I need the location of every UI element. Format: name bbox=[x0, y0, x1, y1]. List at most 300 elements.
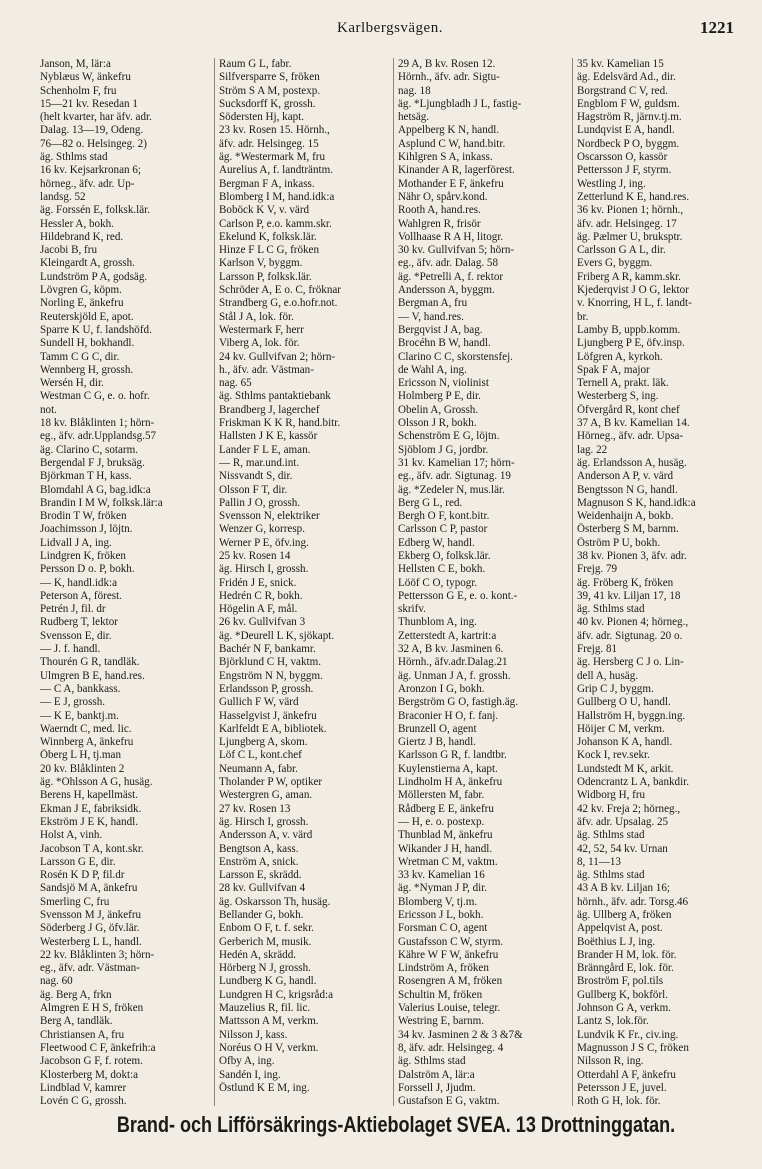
directory-entry: eg., äfv. adr.Upplandsg.57 bbox=[40, 430, 157, 443]
column-2 bbox=[219, 58, 394, 1106]
directory-entry: Bergström G O, fastigh.äg. bbox=[398, 696, 518, 709]
directory-entry: 18 kv. Blåklinten 1; hörn- bbox=[40, 417, 155, 430]
directory-entry: Lundberg K G, handl. bbox=[219, 975, 317, 988]
directory-entry: Jacobi B, fru bbox=[40, 244, 97, 257]
directory-entry: Borgstrand C V, red. bbox=[577, 84, 668, 97]
directory-entry: Karlsson G R, f. landtbr. bbox=[398, 749, 507, 762]
directory-entry: Pallin J O, grossh. bbox=[219, 496, 301, 509]
directory-entry: Christiansen A, fru bbox=[40, 1028, 125, 1041]
directory-entry: Nyblæus W, änkefru bbox=[40, 71, 131, 84]
directory-entry: äg. *Deurell L K, sjökapt. bbox=[219, 629, 335, 642]
column-3 bbox=[398, 58, 573, 1106]
directory-entry: äg. Hersberg C J o. Lin- bbox=[577, 656, 684, 669]
directory-entry: Spak F A, major bbox=[577, 363, 650, 376]
directory-entry: Frejg. 81 bbox=[577, 643, 618, 656]
directory-entry: Kock I, rev.sekr. bbox=[577, 749, 650, 762]
directory-entry: äfv. adr. Upsalag. 25 bbox=[577, 815, 669, 828]
directory-entry: Fridén J E, snick. bbox=[219, 576, 297, 589]
directory-entry: Löfgren A, kyrkoh. bbox=[577, 350, 663, 363]
directory-entry: Björkman T H, kass. bbox=[40, 470, 132, 483]
directory-entry: 24 kv. Gullvifvan 2; hörn- bbox=[219, 350, 336, 363]
directory-entry: äg. Sthlms stad bbox=[577, 829, 645, 842]
directory-entry: Bergh O F, kont.bitr. bbox=[398, 510, 490, 523]
directory-entry: Tamm C G C, dir. bbox=[40, 350, 120, 363]
directory-entry: Westerberg L L, handl. bbox=[40, 935, 142, 948]
directory-entry: Silfversparre S, fröken bbox=[219, 71, 320, 84]
directory-entry: Hörnh., äfv. adr. Sigtu- bbox=[398, 71, 500, 84]
directory-entry: eg., äfv. adr. Dalag. 58 bbox=[398, 257, 499, 270]
directory-entry: Hagström R, järnv.tj.m. bbox=[577, 111, 682, 124]
directory-entry: Carlson P, e.o. kamm.skr. bbox=[219, 217, 332, 230]
directory-entry: Broström F, pol.tils bbox=[577, 975, 664, 988]
directory-entry: Hasselgvist J, änkefru bbox=[219, 709, 317, 722]
directory-entry: 27 kv. Rosen 13 bbox=[219, 802, 291, 815]
directory-entry: Lander F L E, aman. bbox=[219, 443, 311, 456]
directory-entry: 37 A, B kv. Kamelian 14. bbox=[577, 417, 690, 430]
directory-entry: Sparre K U, f. landshöfd. bbox=[40, 323, 152, 336]
directory-entry: h., äfv. adr. Västman- bbox=[219, 363, 314, 376]
directory-entry: äfv. adr. Helsingeg. 15 bbox=[219, 137, 319, 150]
directory-entry: Peterson A, förest. bbox=[40, 589, 122, 602]
directory-entry: Andersson A, v. värd bbox=[219, 829, 313, 842]
directory-entry: äg. Hirsch I, grossh. bbox=[219, 563, 309, 576]
directory-entry: 40 kv. Pionen 4; hörneg., bbox=[577, 616, 689, 629]
directory-entry: Hedén A, skrädd. bbox=[219, 948, 297, 961]
directory-entry: Nilsson J, kass. bbox=[219, 1028, 288, 1041]
directory-entry: Lundvik K Fr., civ.ing. bbox=[577, 1028, 679, 1041]
directory-entry: Blomberg V, tj.m. bbox=[398, 895, 478, 908]
directory-entry: Andersson A, byggm. bbox=[398, 284, 495, 297]
directory-entry: Raum G L, fabr. bbox=[219, 58, 292, 70]
directory-entry: Asplund C W, hand.bitr. bbox=[398, 137, 506, 150]
directory-entry: Hörnh., äfv.adr.Dalag.21 bbox=[398, 656, 508, 669]
directory-entry: — J. f. handl. bbox=[40, 643, 101, 656]
directory-entry: Berens H, kapellmäst. bbox=[40, 789, 138, 802]
directory-entry: Almgren E H S, fröken bbox=[40, 1002, 144, 1015]
directory-entry: Nähr O, spårv.kond. bbox=[398, 190, 488, 203]
directory-entry: Sucksdorff K, grossh. bbox=[219, 97, 316, 110]
directory-entry: Lööf C O, typogr. bbox=[398, 576, 478, 589]
directory-entry: Janson, M, lär:a bbox=[40, 58, 111, 70]
directory-entry: — K E, banktj.m. bbox=[40, 709, 119, 722]
directory-entry: Forssell J, Jjudm. bbox=[398, 1081, 476, 1094]
directory-entry: Lundström P A, godsäg. bbox=[40, 270, 148, 283]
directory-entry: Holmberg P E, dir. bbox=[398, 390, 481, 403]
directory-entry: Brander H M, lok. för. bbox=[577, 948, 677, 961]
directory-entry: Ulmgren B E, hand.res. bbox=[40, 669, 145, 682]
directory-entry: Widborg H, fru bbox=[577, 789, 646, 802]
directory-entry: 39, 41 kv. Liljan 17, 18 bbox=[577, 589, 681, 602]
directory-entry: Hedrén C R, bokh. bbox=[219, 589, 303, 602]
directory-entry: äg. Clarino C, sotarm. bbox=[40, 443, 138, 456]
directory-entry: Werner P E, öfv.ing. bbox=[219, 536, 309, 549]
directory-entry: Friberg A R, kamm.skr. bbox=[577, 270, 681, 283]
directory-entry: Wretman C M, vaktm. bbox=[398, 855, 498, 868]
directory-entry: Karlson V, byggm. bbox=[219, 257, 303, 270]
directory-entry: Boböck K V, v. värd bbox=[219, 204, 310, 217]
directory-columns bbox=[40, 58, 752, 1106]
directory-entry: Brunzell O, agent bbox=[398, 722, 477, 735]
directory-entry: Appelberg K N, handl. bbox=[398, 124, 500, 137]
directory-entry: Engblom F W, guldsm. bbox=[577, 97, 680, 110]
directory-entry: äg. Sthlms pantaktiebank bbox=[219, 390, 331, 403]
directory-entry: Bengtsson N G, handl. bbox=[577, 483, 678, 496]
directory-entry: Höijer C M, verkm. bbox=[577, 722, 665, 735]
directory-entry: Kähre W F W, änkefru bbox=[398, 948, 499, 961]
directory-entry: äg. Erlandsson A, husäg. bbox=[577, 456, 687, 469]
directory-entry: 29 A, B kv. Rosen 12. bbox=[398, 58, 496, 70]
column-4 bbox=[577, 58, 752, 1106]
directory-entry: lag. 22 bbox=[577, 443, 608, 456]
directory-entry: Lindholm H A, änkefru bbox=[398, 776, 503, 789]
directory-entry: Norling E, änkefru bbox=[40, 297, 124, 310]
directory-entry: — R, mar.und.int. bbox=[219, 456, 300, 469]
directory-entry: Wennberg H, grossh. bbox=[40, 363, 134, 376]
directory-entry: Öfvergård R, kont chef bbox=[577, 403, 680, 416]
directory-entry: Ljungberg P E, öfv.insp. bbox=[577, 337, 685, 350]
directory-entry: Reuterskjöld E, apot. bbox=[40, 310, 134, 323]
directory-entry: Kinander A R, lagerförest. bbox=[398, 164, 515, 177]
directory-entry: Berg A, tandläk. bbox=[40, 1015, 113, 1028]
directory-entry: 35 kv. Kamelian 15 bbox=[577, 58, 664, 70]
directory-entry: Klosterberg M, dokt:a bbox=[40, 1068, 139, 1081]
directory-entry: v. Knorring, H L, f. landt- bbox=[577, 297, 692, 310]
directory-entry: Lindgren K, fröken bbox=[40, 549, 126, 562]
directory-entry: äg. Pælmer U, bruksptr. bbox=[577, 230, 683, 243]
directory-entry: äg. *Ohlsson A G, husäg. bbox=[40, 776, 153, 789]
directory-entry: Lundgren H C, krigsråd:a bbox=[219, 988, 333, 1001]
directory-entry: 36 kv. Pionen 1; hörnh., bbox=[577, 204, 684, 217]
directory-entry: Svensson E, dir. bbox=[40, 629, 112, 642]
directory-entry: Sundell H, bokhandl. bbox=[40, 337, 135, 350]
directory-entry: äfv. adr. Helsingeg. 17 bbox=[577, 217, 677, 230]
directory-entry: Larsson E, skrädd. bbox=[219, 869, 302, 882]
directory-entry: Aronzon I G, bokh. bbox=[398, 682, 485, 695]
directory-entry: (helt kvarter, har äfv. adr. bbox=[40, 111, 152, 124]
directory-entry: Ericsson N, violinist bbox=[398, 377, 489, 390]
directory-entry: Hessler A, bokh. bbox=[40, 217, 114, 230]
directory-entry: Kleingardt A, grossh. bbox=[40, 257, 135, 270]
directory-entry: Dalström A, lär:a bbox=[398, 1068, 475, 1081]
directory-entry: hörneg., äfv. adr. Up- bbox=[40, 177, 135, 190]
directory-entry: Mattsson A M, verkm. bbox=[219, 1015, 319, 1028]
directory-entry: eg., äfv. adr. Sigtunag. 19 bbox=[398, 470, 511, 483]
directory-entry: Karlfeldt E A, bibliotek. bbox=[219, 722, 327, 735]
directory-entry: de Wahl A, ing. bbox=[398, 363, 467, 376]
directory-entry: Öberg L H, tj.man bbox=[40, 749, 122, 762]
directory-entry: äg. *Ljungbladh J L, fastig- bbox=[398, 97, 522, 110]
directory-entry: Lovén C G, grossh. bbox=[40, 1095, 127, 1106]
column-1 bbox=[40, 58, 215, 1106]
directory-entry: äg. *Nyman J P, dir. bbox=[398, 882, 488, 895]
directory-entry: Giertz J B, handl. bbox=[398, 736, 476, 749]
directory-entry: — K, handl.idk:a bbox=[40, 576, 118, 589]
directory-entry: — E J, grossh. bbox=[40, 696, 106, 709]
directory-entry: Schröder A, E o. C, fröknar bbox=[219, 284, 342, 297]
directory-entry: Zetterlund K E, hand.res. bbox=[577, 190, 690, 203]
directory-entry: Mauzelius R, fil. lic. bbox=[219, 1002, 311, 1015]
directory-entry: Ekberg O, folksk.lär. bbox=[398, 549, 491, 562]
directory-entry: Lindström A, fröken bbox=[398, 962, 489, 975]
directory-entry: Oscarsson O, kassör bbox=[577, 151, 668, 164]
directory-entry: Öström P U, bokh. bbox=[577, 536, 661, 549]
directory-entry: Frejg. 79 bbox=[577, 563, 618, 576]
directory-entry: br. bbox=[577, 310, 589, 323]
directory-entry: Waerndt C, med. lic. bbox=[40, 722, 132, 735]
directory-entry: Ternell A, prakt. läk. bbox=[577, 377, 669, 390]
directory-entry: Hinze F L C G, fröken bbox=[219, 244, 320, 257]
directory-entry: Smerling C, fru bbox=[40, 895, 110, 908]
directory-entry: Fleetwood C F, änkefrih:a bbox=[40, 1041, 156, 1054]
directory-entry: Clarino C C, skorstensfej. bbox=[398, 350, 513, 363]
directory-entry: äg. Edelsvärd Ad., dir. bbox=[577, 71, 676, 84]
directory-entry: Svensson M J, änkefru bbox=[40, 909, 142, 921]
directory-entry: Westergren G, aman. bbox=[219, 789, 313, 802]
directory-entry: Bränngård E, lok. för. bbox=[577, 962, 674, 975]
directory-entry: Kihlgren S A, inkass. bbox=[398, 151, 493, 164]
directory-entry: Gullberg O U, handl. bbox=[577, 696, 671, 709]
directory-entry: Ekman J E, fabriksidk. bbox=[40, 802, 142, 815]
directory-entry: Joachimsson J, löjtn. bbox=[40, 523, 133, 536]
directory-entry: 43 A B kv. Liljan 16; bbox=[577, 882, 670, 895]
directory-entry: Bergman F A, inkass. bbox=[219, 177, 315, 190]
directory-entry: Ofby A, ing. bbox=[219, 1055, 275, 1068]
directory-entry: Lidvall J A, ing. bbox=[40, 536, 112, 549]
directory-entry: hörnh., äfv. adr. Torsg.46 bbox=[577, 895, 689, 908]
directory-entry: 15—21 kv. Resedan 1 bbox=[40, 97, 138, 110]
directory-entry: Hörberg N J, grossh. bbox=[219, 962, 311, 975]
directory-entry: Otterdahl A F, änkefru bbox=[577, 1068, 676, 1081]
directory-entry: Obelin A, Grossh. bbox=[398, 403, 479, 416]
directory-entry: Neumann A, fabr. bbox=[219, 762, 298, 775]
directory-entry: Schenström E G, löjtn. bbox=[398, 430, 500, 443]
directory-entry: Evers G, byggm. bbox=[577, 257, 653, 270]
directory-entry: Ström S A M, postexp. bbox=[219, 84, 321, 97]
directory-entry: Södersten Hj, kapt. bbox=[219, 111, 305, 124]
directory-entry: Holst A, vinh. bbox=[40, 829, 103, 842]
directory-entry: Blomberg I M, hand.idk:a bbox=[219, 190, 335, 203]
directory-entry: äg. Forssén E, folksk.lär. bbox=[40, 204, 151, 217]
directory-entry: Larsson G E, dir. bbox=[40, 855, 116, 868]
directory-entry: Edberg W, handl. bbox=[398, 536, 475, 549]
directory-entry: Sjöblom J G, jordbr. bbox=[398, 443, 489, 456]
directory-entry: Hellsten C E, bokh. bbox=[398, 563, 486, 576]
directory-entry: Sandsjö M A, änkefru bbox=[40, 882, 138, 895]
directory-entry: Odencrantz L A, bankdir. bbox=[577, 776, 690, 789]
directory-entry: Pettersson J F, styrm. bbox=[577, 164, 672, 177]
directory-entry: 8, äfv. adr. Helsingeg. 4 bbox=[398, 1041, 504, 1054]
directory-entry: Möllersten M, fabr. bbox=[398, 789, 485, 802]
directory-entry: Stål J A, lok. för. bbox=[219, 310, 294, 323]
directory-entry: Brandberg J, lagerchef bbox=[219, 403, 320, 416]
directory-entry: Braconier H O, f. fanj. bbox=[398, 709, 499, 722]
directory-entry: Rosén K D P, fil.dr bbox=[40, 869, 125, 882]
directory-entry: 25 kv. Rosen 14 bbox=[219, 549, 291, 562]
directory-entry: Aurelius A, f. landträntm. bbox=[219, 164, 333, 177]
directory-entry: Nilsson R, ing. bbox=[577, 1055, 644, 1068]
directory-entry: Kjederqvist J O G, lektor bbox=[577, 284, 689, 297]
directory-entry: Högelin A F, mål. bbox=[219, 603, 298, 616]
directory-entry: Hallsten J K E, kassör bbox=[219, 430, 318, 443]
directory-entry: Bengtson A, kass. bbox=[219, 842, 299, 855]
directory-entry: Thunblom A, ing. bbox=[398, 616, 477, 629]
directory-entry: skrifv. bbox=[398, 603, 426, 616]
directory-entry: Westman C G, e. o. hofr. bbox=[40, 390, 150, 403]
directory-entry: hetsäg. bbox=[398, 111, 430, 124]
directory-entry: Bergendal F J, bruksäg. bbox=[40, 456, 145, 469]
directory-entry: Jacobson T A, kont.skr. bbox=[40, 842, 144, 855]
directory-entry: Bachér N F, bankamr. bbox=[219, 643, 316, 656]
directory-entry: Olsson J R, bokh. bbox=[398, 417, 477, 430]
directory-entry: äg. Sthlms stad bbox=[577, 603, 645, 616]
directory-entry: Österberg S M, barnm. bbox=[577, 523, 679, 536]
directory-entry: Jacobson G F, f. rotem. bbox=[40, 1055, 143, 1068]
directory-entry: Schultin M, fröken bbox=[398, 988, 483, 1001]
directory-entry: äg. Unman J A, f. grossh. bbox=[398, 669, 511, 682]
directory-entry: äg. Oskarsson Th, husäg. bbox=[219, 895, 331, 908]
directory-entry: nag. 60 bbox=[40, 975, 73, 988]
directory-entry: Östlund K E M, ing. bbox=[219, 1081, 310, 1094]
directory-entry: Ekelund K, folksk.lär. bbox=[219, 230, 317, 243]
directory-entry: Berg G L, red. bbox=[398, 496, 463, 509]
directory-entry: Rudberg T, lektor bbox=[40, 616, 118, 629]
directory-entry: Lindblad V, kamrer bbox=[40, 1081, 127, 1094]
directory-entry: Winnberg A, änkefru bbox=[40, 736, 134, 749]
directory-entry: Johnson G A, verkm. bbox=[577, 1002, 671, 1015]
directory-entry: Ericsson J L, bokh. bbox=[398, 909, 484, 921]
directory-entry: Westerberg S, ing. bbox=[577, 390, 659, 403]
directory-entry: Vollhaase R A H, litogr. bbox=[398, 230, 504, 243]
directory-entry: Larsson P, folksk.lär. bbox=[219, 270, 312, 283]
directory-entry: nag. 18 bbox=[398, 84, 431, 97]
directory-entry: Strandberg G, e.o.hofr.not. bbox=[219, 297, 338, 310]
directory-entry: Enström A, snick. bbox=[219, 855, 299, 868]
directory-entry: Lamby B, uppb.komm. bbox=[577, 323, 681, 336]
directory-entry: Rådberg E E, änkefru bbox=[398, 802, 494, 815]
directory-entry: Persson D o. P, bokh. bbox=[40, 563, 135, 576]
directory-entry: Schenholm F, fru bbox=[40, 84, 117, 97]
directory-entry: 8, 11—13 bbox=[577, 855, 621, 868]
directory-entry: Noréus O H V, verkm. bbox=[219, 1041, 319, 1054]
directory-entry: Sandén I, ing. bbox=[219, 1068, 281, 1081]
directory-entry: Friskman K K R, hand.bitr. bbox=[219, 417, 341, 430]
directory-entry: 31 kv. Kamelian 17; hörn- bbox=[398, 456, 515, 469]
directory-entry: Magnusson J S C, fröken bbox=[577, 1041, 689, 1054]
directory-entry: 42 kv. Freja 2; hörneg., bbox=[577, 802, 681, 815]
directory-entry: äg. Sthlms stad bbox=[577, 869, 645, 882]
directory-entry: Björklund C H, vaktm. bbox=[219, 656, 321, 669]
directory-entry: Löf C L, kont.chef bbox=[219, 749, 302, 762]
directory-entry: Engström N N, byggm. bbox=[219, 669, 323, 682]
directory-entry: Tholander P W, optiker bbox=[219, 776, 323, 789]
directory-entry: Carlsson G A L, dir. bbox=[577, 244, 666, 257]
directory-entry: Johanson K A, handl. bbox=[577, 736, 673, 749]
directory-entry: Brandin I M W, folksk.lär:a bbox=[40, 496, 163, 509]
street-title: Karlbergsvägen. bbox=[337, 20, 443, 36]
directory-entry: 28 kv. Gullvifvan 4 bbox=[219, 882, 306, 895]
directory-entry: landsg. 52 bbox=[40, 190, 86, 203]
directory-entry: Pettersson G E, e. o. kont.- bbox=[398, 589, 518, 602]
directory-entry: Lövgren G, köpm. bbox=[40, 284, 122, 297]
page-header bbox=[40, 16, 740, 44]
directory-entry: 33 kv. Kamelian 16 bbox=[398, 869, 485, 882]
directory-entry: Brocéhn B W, handl. bbox=[398, 337, 491, 350]
directory-entry: Gustafsson C W, styrm. bbox=[398, 935, 504, 948]
directory-entry: Wenzer G, korresp. bbox=[219, 523, 305, 536]
directory-entry: Westling J, ing. bbox=[577, 177, 646, 190]
directory-entry: Rooth A, hand.res. bbox=[398, 204, 481, 217]
directory-entry: Ljungberg A, skom. bbox=[219, 736, 308, 749]
directory-entry: Weidenhaijn A, bokb. bbox=[577, 510, 674, 523]
page-number: 1221 bbox=[700, 18, 734, 37]
directory-entry: 76—82 o. Helsingeg. 2) bbox=[40, 137, 147, 150]
directory-entry: Hallström H, byggn.ing. bbox=[577, 709, 686, 722]
directory-entry: Wikander J H, handl. bbox=[398, 842, 493, 855]
directory-entry: Dalag. 13—19, Odeng. bbox=[40, 124, 144, 137]
directory-entry: — C A, bankkass. bbox=[40, 682, 121, 695]
directory-entry: 23 kv. Rosen 15. Hörnh., bbox=[219, 124, 330, 137]
directory-entry: nag. 65 bbox=[219, 377, 252, 390]
directory-entry: Anderson A P, v. värd bbox=[577, 470, 674, 483]
directory-entry: 30 kv. Gullvifvan 5; hörn- bbox=[398, 244, 515, 257]
directory-entry: Appelqvist A, post. bbox=[577, 922, 663, 935]
directory-entry: Bergqvist J A, bag. bbox=[398, 323, 483, 336]
directory-entry: 42, 52, 54 kv. Urnan bbox=[577, 842, 668, 855]
directory-entry: Grip C J, byggm. bbox=[577, 682, 654, 695]
directory-entry: Thourén G R, tandläk. bbox=[40, 656, 140, 669]
directory-entry: Gullich F W, värd bbox=[219, 696, 299, 709]
directory-entry: äg. Fröberg K, fröken bbox=[577, 576, 674, 589]
directory-entry: Viberg A, lok. för. bbox=[219, 337, 300, 350]
directory-entry: Valerius Louise, telegr. bbox=[398, 1002, 501, 1015]
directory-entry: äg. Ullberg A, fröken bbox=[577, 909, 672, 921]
directory-entry: Carlsson C P, pastor bbox=[398, 523, 488, 536]
directory-entry: dell A, husäg. bbox=[577, 669, 639, 682]
directory-entry: Nissvandt S, dir. bbox=[219, 470, 293, 483]
directory-entry: Magnuson S K, hand.idk:a bbox=[577, 496, 696, 509]
directory-entry: Zetterstedt A, kartrit:a bbox=[398, 629, 497, 642]
directory-entry: äg. Berg A, frkn bbox=[40, 988, 112, 1001]
directory-entry: Söderberg J G, öfv.lär. bbox=[40, 922, 140, 935]
directory-entry: 16 kv. Kejsarkronan 6; bbox=[40, 164, 141, 177]
directory-entry: äg. *Zedeler N, mus.lär. bbox=[398, 483, 505, 496]
directory-entry: Olsson F T, dir. bbox=[219, 483, 288, 496]
directory-entry: Svensson N, elektriker bbox=[219, 510, 320, 523]
directory-entry: Bergman A, fru bbox=[398, 297, 468, 310]
directory-entry: Bellander G, bokh. bbox=[219, 909, 304, 921]
directory-entry: 32 A, B kv. Jasminen 6. bbox=[398, 643, 504, 656]
directory-entry: 22 kv. Blåklinten 3; hörn- bbox=[40, 948, 155, 961]
directory-entry: äg. Hirsch I, grossh. bbox=[219, 815, 309, 828]
advertisement-footer: Brand- och Lifförsäkrings-Aktiebolaget SVEA. 13 Drottninggatan. bbox=[116, 1112, 676, 1137]
directory-entry: Gerberich M, musik. bbox=[219, 935, 312, 948]
directory-entry: äg. *Petrelli A, f. rektor bbox=[398, 270, 504, 283]
directory-entry: äg. Sthlms stad bbox=[398, 1055, 466, 1068]
directory-entry: — V, hand.res. bbox=[398, 310, 464, 323]
directory-entry: Nordbeck P O, byggm. bbox=[577, 137, 680, 150]
directory-entry: Erlandsson P, grossh. bbox=[219, 682, 314, 695]
directory-entry: Hildebrand K, red. bbox=[40, 230, 124, 243]
directory-entry: not. bbox=[40, 403, 57, 416]
directory-entry: Boëthius L J, ing. bbox=[577, 935, 656, 948]
directory-entry: Kuylenstierna A, kapt. bbox=[398, 762, 498, 775]
directory-entry: Wahlgren R, frisör bbox=[398, 217, 481, 230]
directory-entry: Forsman C O, agent bbox=[398, 922, 488, 935]
directory-entry: 34 kv. Jasminen 2 & 3 &7& bbox=[398, 1028, 523, 1041]
directory-entry: Hörneg., äfv. adr. Upsa- bbox=[577, 430, 684, 443]
directory-entry: äfv. adr. Sigtunag. 20 o. bbox=[577, 629, 683, 642]
directory-entry: Westermark F, herr bbox=[219, 323, 304, 336]
